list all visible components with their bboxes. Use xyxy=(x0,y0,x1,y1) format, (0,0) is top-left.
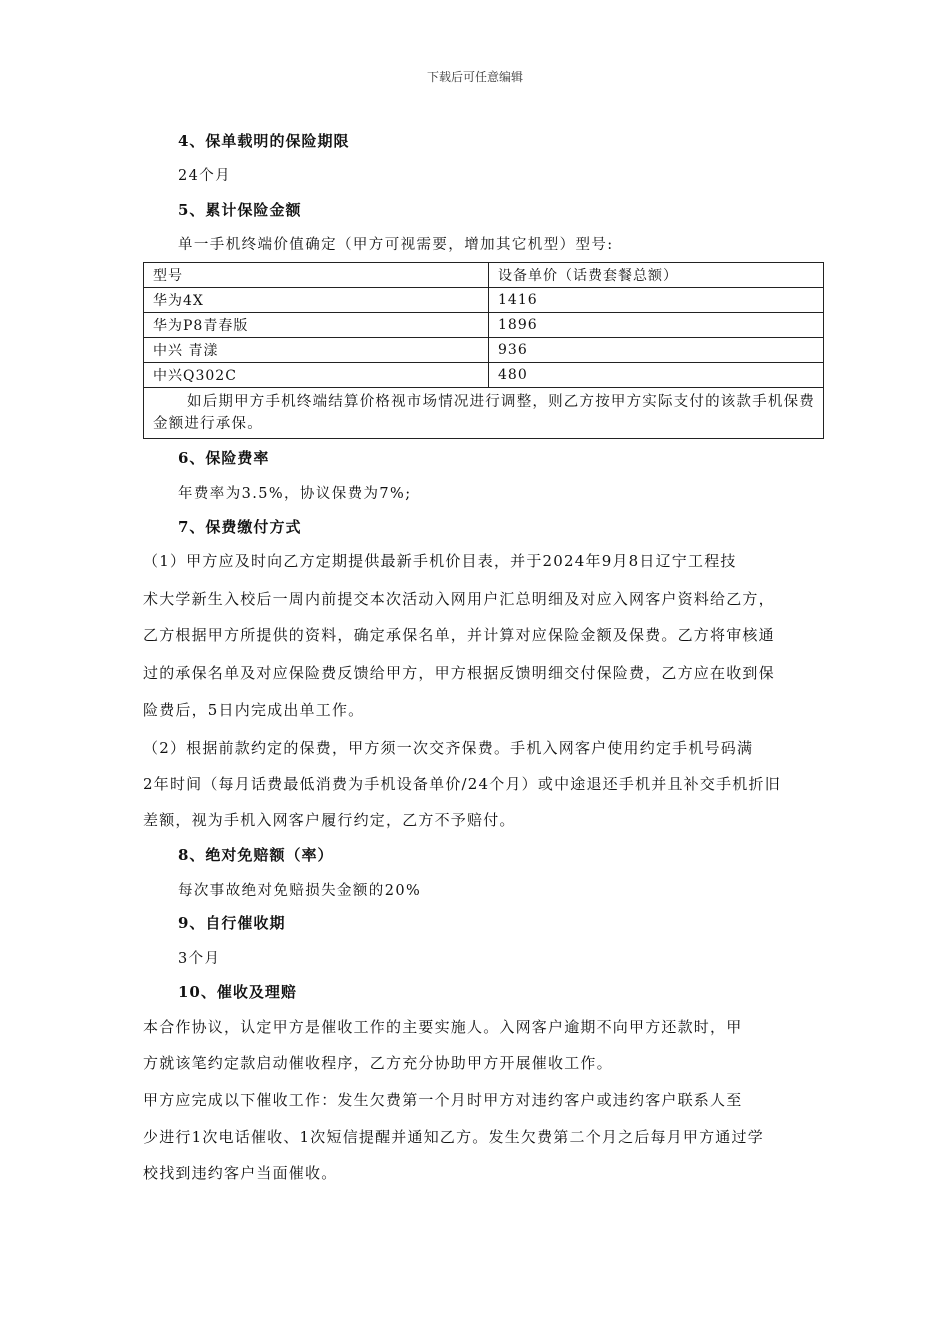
table-header-row xyxy=(144,263,824,288)
section-7-p1-line: 术大学新生入校后一周内前提交本次活动入网用户汇总明细及对应入网客户资料给乙方， xyxy=(143,590,775,608)
section-8-body: 每次事故绝对免赔损失金额的20% xyxy=(178,883,422,899)
table-row xyxy=(144,313,824,338)
section-4-heading: 4、保单载明的保险期限 xyxy=(178,132,350,150)
section-7-p1-line: 乙方根据甲方所提供的资料，确定承保名单，并计算对应保险金额及保费。乙方将审核通 xyxy=(143,626,775,644)
section-7-p1-line: 过的承保名单及对应保险费反馈给甲方，甲方根据反馈明细交付保险费，乙方应在收到保 xyxy=(143,664,775,682)
section-9-body: 3个月 xyxy=(178,951,221,967)
table-cell-model: 华为P8青春版 xyxy=(144,313,489,338)
table-row xyxy=(144,288,824,313)
table-cell-model: 中兴 青漾 xyxy=(144,338,489,363)
section-7-p1-line: （1）甲方应及时向乙方定期提供最新手机价目表，并于2024年9月8日辽宁工程技 xyxy=(143,552,737,570)
table-row xyxy=(144,363,824,388)
section-4-body: 24个月 xyxy=(178,168,232,184)
section-7-p2-line: （2）根据前款约定的保费，甲方须一次交齐保费。手机入网客户使用约定手机号码满 xyxy=(143,739,754,757)
table-cell-model: 中兴Q302C xyxy=(144,363,489,388)
section-10-p1-line: 本合作协议，认定甲方是催收工作的主要实施人。入网客户逾期不向甲方还款时，甲 xyxy=(143,1018,743,1036)
table-note-row xyxy=(144,388,824,439)
table-header-cell: 型号 xyxy=(144,263,489,288)
page-header: 下载后可任意编辑 xyxy=(426,70,523,84)
section-10-p2-line: 校找到违约客户当面催收。 xyxy=(143,1164,338,1182)
section-10-heading: 10、催收及理赔 xyxy=(178,983,297,1001)
section-7-p2-line: 差额，视为手机入网客户履行约定，乙方不予赔付。 xyxy=(143,811,516,829)
table-cell-price: 1896 xyxy=(489,313,824,338)
section-5-heading: 5、累计保险金额 xyxy=(178,201,302,219)
price-table xyxy=(143,262,824,439)
table-note: 如后期甲方手机终端结算价格视市场情况进行调整，则乙方按甲方实际支付的该款手机保费金额进行承保。 xyxy=(144,388,824,439)
section-7-p2-line: 2年时间（每月话费最低消费为手机设备单价/24个月）或中途退还手机并且补交手机折旧 xyxy=(143,775,781,793)
section-8-heading: 8、绝对免赔额（率） xyxy=(178,846,334,864)
section-6-body: 年费率为3.5%，协议保费为7%; xyxy=(178,486,412,502)
section-9-heading: 9、自行催收期 xyxy=(178,914,286,932)
table-cell-price: 480 xyxy=(489,363,824,388)
table-header-cell: 设备单价（话费套餐总额） xyxy=(489,263,824,288)
table-cell-price: 936 xyxy=(489,338,824,363)
section-7-p1-line: 险费后，5日内完成出单工作。 xyxy=(143,701,365,719)
section-10-p1-line: 方就该笔约定款启动催收程序，乙方充分协助甲方开展催收工作。 xyxy=(143,1054,613,1072)
section-10-p2-line: 少进行1次电话催收、1次短信提醒并通知乙方。发生欠费第二个月之后每月甲方通过学 xyxy=(143,1128,764,1146)
table-cell-price: 1416 xyxy=(489,288,824,313)
table-row xyxy=(144,338,824,363)
section-7-heading: 7、保费缴付方式 xyxy=(178,518,302,536)
table-cell-model: 华为4X xyxy=(144,288,489,313)
section-5-intro: 单一手机终端价值确定（甲方可视需要，增加其它机型）型号: xyxy=(178,237,614,253)
section-10-p2-line: 甲方应完成以下催收工作：发生欠费第一个月时甲方对违约客户或违约客户联系人至 xyxy=(143,1091,743,1109)
section-6-heading: 6、保险费率 xyxy=(178,449,270,467)
